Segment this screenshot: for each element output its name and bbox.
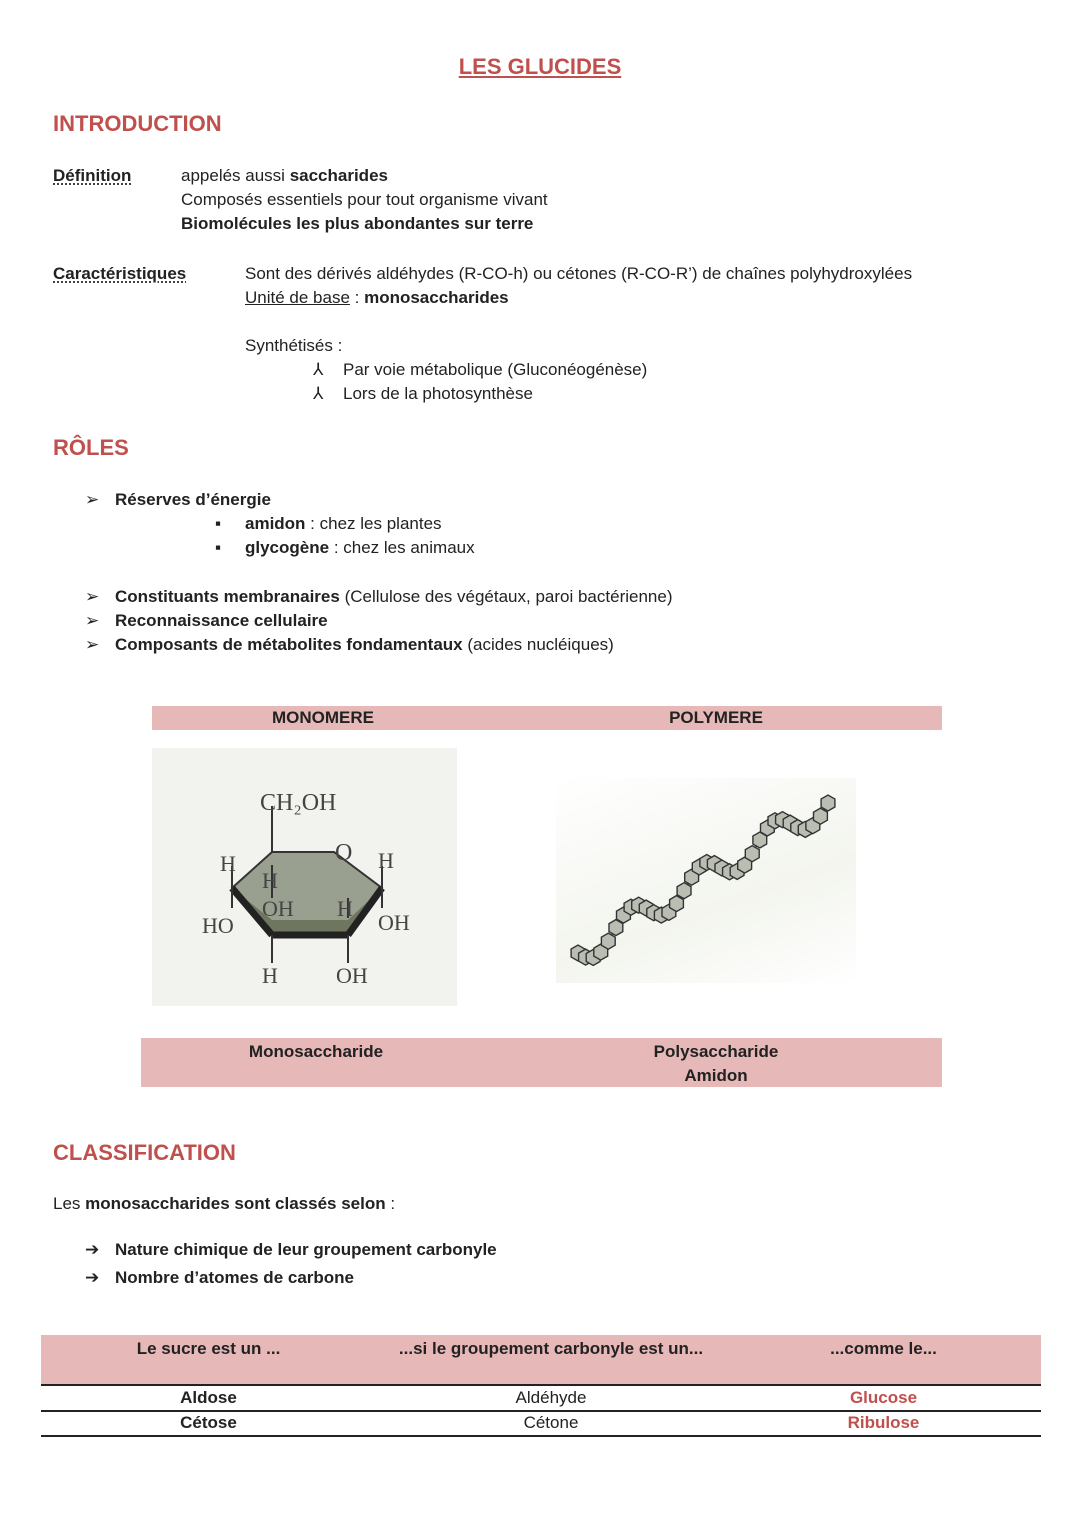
role-item: ➢ Composants de métabolites fondamentaux (acides nucléiques) bbox=[85, 633, 672, 657]
criteria-item: ➔ Nombre d’atomes de carbone bbox=[85, 1266, 354, 1290]
polymer-header: POLYMERE bbox=[669, 708, 763, 727]
glucose-unit-hexagon bbox=[745, 846, 759, 862]
criteria-item: ➔ Nature chimique de leur groupement carbonyle bbox=[85, 1238, 497, 1262]
h-label: H bbox=[220, 851, 236, 876]
caret-bullet-icon: ⅄ bbox=[313, 384, 324, 403]
amylose-helix-diagram bbox=[556, 778, 856, 983]
table-header: ...si le groupement carbonyle est un... bbox=[398, 1339, 704, 1358]
table-cell: Aldose bbox=[180, 1388, 237, 1407]
h-label: H bbox=[262, 868, 278, 893]
energy-item: ▪ glycogène : chez les animaux bbox=[215, 536, 475, 560]
arrowhead-bullet-icon: ➢ bbox=[85, 587, 100, 606]
page-title: LES GLUCIDES bbox=[458, 54, 622, 79]
table-header: Le sucre est un ... bbox=[136, 1339, 281, 1358]
definition-line-3: Biomolécules les plus abondantes sur terre bbox=[181, 214, 534, 233]
table-cell: Cétose bbox=[180, 1413, 237, 1432]
table-rule bbox=[41, 1435, 1041, 1437]
role-item: ➢ Constituants membranaires (Cellulose des végétaux, paroi bactérienne) bbox=[85, 585, 672, 609]
table-cell: Cétone bbox=[523, 1413, 579, 1432]
glucose-unit-hexagon bbox=[821, 795, 835, 811]
right-arrow-icon: ➔ bbox=[85, 1240, 100, 1259]
table-rule bbox=[41, 1410, 1041, 1412]
caret-bullet-icon: ⅄ bbox=[313, 360, 324, 379]
amylose-chain-image bbox=[556, 778, 856, 983]
polymer-caption-2: Amidon bbox=[684, 1066, 748, 1085]
characteristics-label: Caractéristiques bbox=[53, 264, 187, 283]
glucose-ring-diagram bbox=[152, 748, 457, 1006]
monomer-header: MONOMERE bbox=[272, 708, 374, 727]
glucose-structure-image bbox=[152, 748, 457, 1006]
synth-label: Synthétisés : bbox=[245, 336, 343, 355]
arrowhead-bullet-icon: ➢ bbox=[85, 490, 100, 509]
synth-item: ⅄ Par voie métabolique (Gluconéogénèse) bbox=[245, 358, 912, 382]
characteristics-line-1: Sont des dérivés aldéhydes (R-CO-h) ou cétones (R-CO-R’) de chaînes polyhydroxylées bbox=[245, 264, 913, 283]
oh-label: OH bbox=[378, 910, 410, 935]
synth-item: ⅄ Lors de la photosynthèse bbox=[245, 382, 912, 406]
characteristics-block bbox=[245, 262, 912, 406]
arrowhead-bullet-icon: ➢ bbox=[85, 611, 100, 630]
square-bullet-icon: ▪ bbox=[215, 514, 222, 533]
classification-heading: CLASSIFICATION bbox=[53, 1140, 236, 1165]
table-header: ...comme le... bbox=[830, 1339, 937, 1358]
roles-list bbox=[85, 585, 672, 657]
table-rule bbox=[41, 1384, 1041, 1386]
definition-line-1: appelés aussi saccharides bbox=[181, 166, 388, 185]
glucose-unit-hexagon bbox=[670, 896, 684, 912]
h-label: H bbox=[262, 963, 278, 988]
h-label: H bbox=[337, 896, 353, 921]
glucose-unit-hexagon bbox=[814, 808, 828, 824]
right-arrow-icon: ➔ bbox=[85, 1268, 100, 1287]
definition-line-2: Composés essentiels pour tout organisme vivant bbox=[181, 190, 548, 209]
table-cell: Ribulose bbox=[847, 1413, 920, 1432]
energy-item: ▪ amidon : chez les plantes bbox=[215, 512, 442, 536]
oh-label: OH bbox=[336, 963, 368, 988]
glucose-unit-hexagon bbox=[677, 883, 691, 899]
definition-block bbox=[181, 164, 548, 236]
roles-energy: ➢ Réserves d’énergie bbox=[85, 488, 271, 512]
square-bullet-icon: ▪ bbox=[215, 538, 222, 557]
unit-line: Unité de base : monosaccharides bbox=[245, 288, 509, 307]
role-item: ➢ Reconnaissance cellulaire bbox=[85, 609, 672, 633]
glucose-unit-hexagon bbox=[601, 933, 615, 949]
classification-intro: Les monosaccharides sont classés selon : bbox=[53, 1194, 396, 1213]
arrowhead-bullet-icon: ➢ bbox=[85, 635, 100, 654]
table-cell: Aldéhyde bbox=[515, 1388, 587, 1407]
introduction-heading: INTRODUCTION bbox=[53, 111, 222, 136]
ho-label: HO bbox=[202, 913, 234, 938]
definition-label: Définition bbox=[53, 166, 132, 185]
h-label: H bbox=[378, 848, 394, 873]
polymer-caption-1: Polysaccharide bbox=[653, 1042, 779, 1061]
oh-label: OH bbox=[262, 896, 294, 921]
monomer-caption: Monosaccharide bbox=[248, 1042, 384, 1061]
roles-heading: RÔLES bbox=[53, 435, 129, 460]
table-cell: Glucose bbox=[849, 1388, 918, 1407]
ch2oh-label: CH₂OH bbox=[260, 790, 337, 816]
ring-oxygen-label: O bbox=[335, 840, 353, 866]
